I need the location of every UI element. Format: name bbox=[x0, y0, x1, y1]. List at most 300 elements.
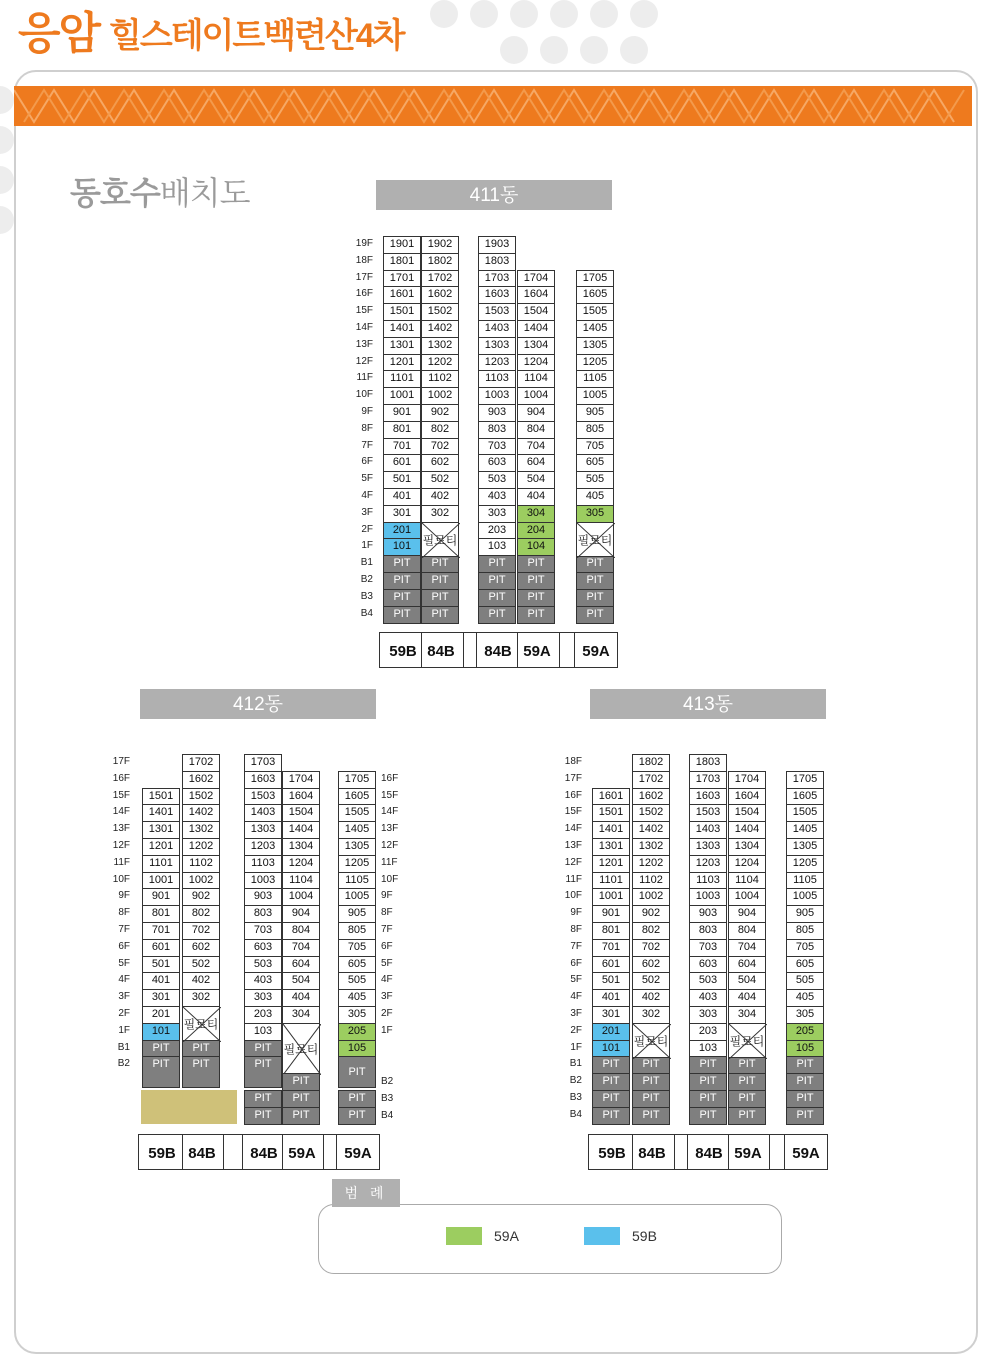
floor-label-right: 12F bbox=[381, 840, 399, 851]
unit-cell: 1404 bbox=[282, 821, 320, 839]
floor-label: 2F bbox=[570, 1025, 582, 1036]
unit-cell: 603 bbox=[478, 454, 516, 472]
floor-label: 6F bbox=[570, 958, 582, 969]
unit-cell: 305 bbox=[338, 1006, 376, 1024]
floor-label-right: 15F bbox=[381, 790, 399, 801]
unit-cell: 301 bbox=[592, 1006, 630, 1024]
pit-cell: PIT bbox=[632, 1107, 670, 1125]
pit-cell: PIT bbox=[576, 606, 614, 624]
pit-cell: PIT bbox=[517, 589, 555, 607]
floor-label: 10F bbox=[564, 890, 582, 901]
unit-cell: 1004 bbox=[282, 888, 320, 906]
floor-label-left: 14F bbox=[112, 806, 130, 817]
type-separator bbox=[336, 1135, 337, 1169]
unit-cell: 1705 bbox=[338, 771, 376, 789]
unit-cell: 1002 bbox=[421, 387, 459, 405]
unit-cell: 1402 bbox=[632, 821, 670, 839]
unit-type-label: 59B bbox=[389, 643, 417, 660]
pit-cell: PIT bbox=[632, 1090, 670, 1108]
unit-cell: 1602 bbox=[421, 286, 459, 304]
floor-label-left: 9F bbox=[118, 890, 130, 901]
pilotis-label: 필로티 bbox=[633, 1034, 669, 1048]
floor-label-right: 13F bbox=[381, 823, 399, 834]
decorative-dot bbox=[0, 166, 14, 194]
pilotis-label: 필로티 bbox=[422, 533, 458, 547]
pilotis-label: 필로티 bbox=[577, 533, 613, 547]
unit-cell: 1803 bbox=[478, 253, 516, 271]
unit-cell: 1205 bbox=[786, 855, 824, 873]
pit-cell: PIT bbox=[592, 1090, 630, 1108]
floor-label-left: 6F bbox=[118, 941, 130, 952]
pilotis-cell bbox=[576, 522, 614, 557]
unit-cell: 1003 bbox=[478, 387, 516, 405]
pilotis-cell bbox=[632, 1023, 670, 1058]
floor-label-left: 15F bbox=[112, 790, 130, 801]
unit-cell: 1202 bbox=[182, 838, 220, 856]
floor-label: 5F bbox=[570, 974, 582, 985]
unit-cell: 902 bbox=[632, 905, 670, 923]
pit-cell: PIT bbox=[576, 572, 614, 590]
legend-frame bbox=[318, 1204, 782, 1274]
unit-cell: 1303 bbox=[478, 337, 516, 355]
building-412-type-row bbox=[138, 1134, 380, 1170]
unit-cell: 1202 bbox=[421, 354, 459, 372]
unit-cell: 402 bbox=[632, 989, 670, 1007]
pit-cell: PIT bbox=[244, 1107, 282, 1125]
floor-label: 14F bbox=[564, 823, 582, 834]
floor-label-right: B4 bbox=[381, 1110, 394, 1121]
unit-cell: 1403 bbox=[244, 804, 282, 822]
unit-cell: 704 bbox=[517, 438, 555, 456]
unit-cell: 1604 bbox=[728, 788, 766, 806]
floor-label: 9F bbox=[361, 406, 373, 417]
type-separator bbox=[323, 1135, 324, 1169]
floor-label: 13F bbox=[564, 840, 582, 851]
floor-label: 17F bbox=[355, 272, 373, 283]
unit-cell: 201 bbox=[383, 522, 421, 540]
floor-label: B2 bbox=[569, 1075, 582, 1086]
unit-cell: 205 bbox=[786, 1023, 824, 1041]
unit-cell: 1502 bbox=[421, 303, 459, 321]
pit-cell: PIT bbox=[142, 1056, 180, 1088]
building-412-label: 412동 bbox=[140, 689, 376, 719]
unit-cell: 702 bbox=[182, 922, 220, 940]
unit-cell: 304 bbox=[282, 1006, 320, 1024]
type-separator bbox=[674, 1135, 675, 1169]
unit-cell: 1601 bbox=[592, 788, 630, 806]
unit-cell: 1304 bbox=[282, 838, 320, 856]
floor-label: 2F bbox=[361, 524, 373, 535]
type-separator bbox=[784, 1135, 785, 1169]
unit-cell: 1205 bbox=[338, 855, 376, 873]
unit-type-label: 84B bbox=[250, 1145, 278, 1162]
unit-cell: 704 bbox=[728, 939, 766, 957]
unit-cell: 1401 bbox=[383, 320, 421, 338]
unit-cell: 1101 bbox=[142, 855, 180, 873]
unit-cell: 103 bbox=[478, 538, 516, 556]
unit-cell: 504 bbox=[728, 972, 766, 990]
unit-cell: 504 bbox=[282, 972, 320, 990]
unit-cell: 1405 bbox=[576, 320, 614, 338]
pit-cell: PIT bbox=[244, 1056, 282, 1088]
floor-label-left: 12F bbox=[112, 840, 130, 851]
floor-label: 15F bbox=[564, 806, 582, 817]
unit-cell: 601 bbox=[383, 454, 421, 472]
pit-cell: PIT bbox=[478, 572, 516, 590]
unit-cell: 1005 bbox=[786, 888, 824, 906]
unit-cell: 404 bbox=[728, 989, 766, 1007]
decorative-dot bbox=[0, 206, 14, 234]
pit-cell: PIT bbox=[383, 572, 421, 590]
unit-cell: 1202 bbox=[632, 855, 670, 873]
unit-cell: 1403 bbox=[478, 320, 516, 338]
floor-label-left: 13F bbox=[112, 823, 130, 834]
unit-cell: 1103 bbox=[689, 872, 727, 890]
unit-cell: 1702 bbox=[182, 754, 220, 772]
unit-cell: 101 bbox=[383, 538, 421, 556]
type-separator bbox=[463, 633, 464, 667]
unit-cell: 801 bbox=[383, 421, 421, 439]
floor-label: 14F bbox=[355, 322, 373, 333]
unit-cell: 103 bbox=[689, 1040, 727, 1058]
unit-cell: 305 bbox=[786, 1006, 824, 1024]
floor-label-left: 3F bbox=[118, 991, 130, 1002]
floor-label: 16F bbox=[355, 288, 373, 299]
floor-label-right: 2F bbox=[381, 1008, 393, 1019]
unit-cell: 803 bbox=[689, 922, 727, 940]
unit-cell: 804 bbox=[728, 922, 766, 940]
unit-cell: 901 bbox=[592, 905, 630, 923]
floor-label: 1F bbox=[361, 540, 373, 551]
floor-label-left: 11F bbox=[113, 857, 130, 868]
floor-label-left: B2 bbox=[117, 1058, 130, 1069]
unit-type-label: 59B bbox=[598, 1145, 626, 1162]
unit-cell: 701 bbox=[142, 922, 180, 940]
unit-cell: 1101 bbox=[383, 370, 421, 388]
type-separator bbox=[769, 1135, 770, 1169]
unit-cell: 1304 bbox=[728, 838, 766, 856]
unit-cell: 502 bbox=[632, 972, 670, 990]
unit-cell: 505 bbox=[786, 972, 824, 990]
floor-label-right: 7F bbox=[381, 924, 393, 935]
unit-type-label: 84B bbox=[484, 643, 512, 660]
unit-cell: 1602 bbox=[632, 788, 670, 806]
unit-cell: 801 bbox=[142, 905, 180, 923]
floor-label: B1 bbox=[360, 557, 373, 568]
unit-cell: 1501 bbox=[142, 788, 180, 806]
unit-cell: 201 bbox=[592, 1023, 630, 1041]
decorative-dot bbox=[0, 126, 14, 154]
unit-cell: 101 bbox=[592, 1040, 630, 1058]
unit-cell: 1405 bbox=[338, 821, 376, 839]
unit-type-label: 59A bbox=[582, 643, 610, 660]
floor-label: 6F bbox=[361, 456, 373, 467]
unit-cell: 201 bbox=[142, 1006, 180, 1024]
pit-cell: PIT bbox=[421, 589, 459, 607]
unit-cell: 604 bbox=[282, 956, 320, 974]
unit-type-label: 59A bbox=[523, 643, 551, 660]
unit-cell: 303 bbox=[244, 989, 282, 1007]
unit-cell: 805 bbox=[576, 421, 614, 439]
unit-cell: 1203 bbox=[478, 354, 516, 372]
unit-cell: 405 bbox=[338, 989, 376, 1007]
floor-label: 18F bbox=[355, 255, 373, 266]
unit-cell: 1604 bbox=[517, 286, 555, 304]
floor-label-right: 9F bbox=[381, 890, 393, 901]
unit-cell: 1002 bbox=[182, 872, 220, 890]
unit-cell: 402 bbox=[182, 972, 220, 990]
pit-cell: PIT bbox=[728, 1056, 766, 1074]
unit-cell: 803 bbox=[478, 421, 516, 439]
unit-cell: 1104 bbox=[728, 872, 766, 890]
floor-label: 15F bbox=[355, 305, 373, 316]
unit-cell: 1102 bbox=[182, 855, 220, 873]
unit-cell: 1604 bbox=[282, 788, 320, 806]
unit-cell: 1404 bbox=[517, 320, 555, 338]
unit-cell: 1004 bbox=[517, 387, 555, 405]
pit-cell: PIT bbox=[689, 1090, 727, 1108]
pit-cell: PIT bbox=[383, 589, 421, 607]
pilotis-cell bbox=[182, 1006, 220, 1041]
unit-cell: 604 bbox=[728, 956, 766, 974]
tan-block bbox=[141, 1090, 237, 1124]
legend-title: 범 례 bbox=[332, 1179, 400, 1207]
unit-cell: 1704 bbox=[728, 771, 766, 789]
floor-label-left: 10F bbox=[112, 874, 130, 885]
floor-label-left: B1 bbox=[117, 1042, 130, 1053]
unit-cell: 203 bbox=[689, 1023, 727, 1041]
pit-cell: PIT bbox=[632, 1056, 670, 1074]
pit-cell: PIT bbox=[244, 1090, 282, 1108]
unit-cell: 805 bbox=[338, 922, 376, 940]
unit-cell: 503 bbox=[244, 956, 282, 974]
unit-cell: 403 bbox=[689, 989, 727, 1007]
unit-cell: 1603 bbox=[244, 771, 282, 789]
unit-cell: 1703 bbox=[244, 754, 282, 772]
pit-cell: PIT bbox=[517, 572, 555, 590]
unit-cell: 204 bbox=[517, 522, 555, 540]
unit-cell: 1402 bbox=[182, 804, 220, 822]
unit-cell: 504 bbox=[517, 471, 555, 489]
unit-cell: 401 bbox=[592, 989, 630, 1007]
floor-label-left: 8F bbox=[118, 907, 130, 918]
unit-cell: 1603 bbox=[478, 286, 516, 304]
unit-cell: 1504 bbox=[282, 804, 320, 822]
floor-label: B3 bbox=[360, 591, 373, 602]
unit-cell: 902 bbox=[421, 404, 459, 422]
unit-cell: 1401 bbox=[142, 804, 180, 822]
type-separator bbox=[687, 1135, 688, 1169]
pit-cell: PIT bbox=[689, 1056, 727, 1074]
unit-cell: 703 bbox=[478, 438, 516, 456]
unit-cell: 802 bbox=[632, 922, 670, 940]
brand-header bbox=[18, 2, 404, 58]
unit-cell: 1403 bbox=[689, 821, 727, 839]
unit-cell: 605 bbox=[786, 956, 824, 974]
decorative-dot bbox=[430, 0, 458, 28]
floor-label: 5F bbox=[361, 473, 373, 484]
floor-label: B4 bbox=[360, 608, 373, 619]
unit-cell: 401 bbox=[142, 972, 180, 990]
unit-cell: 1803 bbox=[689, 754, 727, 772]
unit-cell: 502 bbox=[182, 956, 220, 974]
unit-cell: 905 bbox=[786, 905, 824, 923]
pilotis-cell bbox=[728, 1023, 766, 1058]
unit-cell: 702 bbox=[421, 438, 459, 456]
unit-cell: 702 bbox=[632, 939, 670, 957]
unit-cell: 705 bbox=[576, 438, 614, 456]
unit-cell: 305 bbox=[576, 505, 614, 523]
pit-cell: PIT bbox=[182, 1040, 220, 1058]
floor-label-left: 4F bbox=[118, 974, 130, 985]
legend-label-59a: 59A bbox=[494, 1228, 519, 1244]
unit-cell: 903 bbox=[244, 888, 282, 906]
unit-type-label: 84B bbox=[638, 1145, 666, 1162]
unit-cell: 502 bbox=[421, 471, 459, 489]
unit-cell: 703 bbox=[689, 939, 727, 957]
unit-cell: 1605 bbox=[338, 788, 376, 806]
unit-cell: 1303 bbox=[244, 821, 282, 839]
unit-cell: 604 bbox=[517, 454, 555, 472]
pit-cell: PIT bbox=[338, 1056, 376, 1088]
unit-cell: 904 bbox=[282, 905, 320, 923]
unit-cell: 605 bbox=[576, 454, 614, 472]
unit-cell: 405 bbox=[576, 488, 614, 506]
unit-cell: 1603 bbox=[689, 788, 727, 806]
pit-cell: PIT bbox=[786, 1073, 824, 1091]
pit-cell: PIT bbox=[517, 606, 555, 624]
decorative-dot bbox=[500, 36, 528, 64]
floor-label-right: 16F bbox=[381, 773, 399, 784]
unit-cell: 605 bbox=[338, 956, 376, 974]
unit-cell: 1502 bbox=[632, 804, 670, 822]
unit-cell: 1204 bbox=[728, 855, 766, 873]
unit-cell: 302 bbox=[632, 1006, 670, 1024]
unit-cell: 1703 bbox=[689, 771, 727, 789]
unit-cell: 1504 bbox=[517, 303, 555, 321]
unit-cell: 602 bbox=[182, 939, 220, 957]
unit-cell: 304 bbox=[517, 505, 555, 523]
unit-cell: 1505 bbox=[338, 804, 376, 822]
unit-cell: 1201 bbox=[142, 838, 180, 856]
unit-cell: 1005 bbox=[338, 888, 376, 906]
unit-cell: 1702 bbox=[421, 270, 459, 288]
floor-label: 9F bbox=[570, 907, 582, 918]
unit-cell: 203 bbox=[244, 1006, 282, 1024]
unit-cell: 1605 bbox=[576, 286, 614, 304]
unit-cell: 1305 bbox=[786, 838, 824, 856]
unit-cell: 1501 bbox=[383, 303, 421, 321]
pit-cell: PIT bbox=[689, 1073, 727, 1091]
section-title bbox=[70, 168, 250, 214]
unit-cell: 503 bbox=[478, 471, 516, 489]
unit-cell: 302 bbox=[421, 505, 459, 523]
unit-cell: 1404 bbox=[728, 821, 766, 839]
unit-cell: 403 bbox=[244, 972, 282, 990]
unit-cell: 1501 bbox=[592, 804, 630, 822]
unit-cell: 1405 bbox=[786, 821, 824, 839]
floor-label-right: 11F bbox=[381, 857, 398, 868]
building-413-type-row bbox=[588, 1134, 828, 1170]
pit-cell: PIT bbox=[282, 1107, 320, 1125]
unit-cell: 601 bbox=[142, 939, 180, 957]
unit-cell: 1901 bbox=[383, 236, 421, 254]
unit-cell: 1203 bbox=[689, 855, 727, 873]
pit-cell: PIT bbox=[786, 1107, 824, 1125]
decorative-dot bbox=[550, 0, 578, 28]
floor-label: 7F bbox=[361, 440, 373, 451]
unit-type-label: 84B bbox=[188, 1145, 216, 1162]
decorative-dot bbox=[590, 0, 618, 28]
unit-cell: 1305 bbox=[576, 337, 614, 355]
legend-swatch-59b bbox=[584, 1227, 620, 1245]
unit-cell: 1001 bbox=[142, 872, 180, 890]
pit-cell: PIT bbox=[338, 1090, 376, 1108]
floor-label: 18F bbox=[564, 756, 582, 767]
pit-cell: PIT bbox=[478, 606, 516, 624]
unit-cell: 1205 bbox=[576, 354, 614, 372]
pit-cell: PIT bbox=[478, 555, 516, 573]
unit-cell: 602 bbox=[421, 454, 459, 472]
orange-pattern-banner bbox=[14, 86, 972, 126]
unit-cell: 501 bbox=[142, 956, 180, 974]
unit-cell: 304 bbox=[728, 1006, 766, 1024]
pilotis-label: 필로티 bbox=[729, 1034, 765, 1048]
unit-cell: 705 bbox=[338, 939, 376, 957]
unit-cell: 904 bbox=[728, 905, 766, 923]
unit-cell: 902 bbox=[182, 888, 220, 906]
unit-cell: 301 bbox=[383, 505, 421, 523]
pit-cell: PIT bbox=[421, 555, 459, 573]
unit-cell: 303 bbox=[689, 1006, 727, 1024]
unit-cell: 1504 bbox=[728, 804, 766, 822]
unit-cell: 1703 bbox=[478, 270, 516, 288]
legend-label-59b: 59B bbox=[632, 1228, 657, 1244]
unit-cell: 1701 bbox=[383, 270, 421, 288]
unit-cell: 804 bbox=[282, 922, 320, 940]
unit-cell: 1401 bbox=[592, 821, 630, 839]
unit-cell: 1004 bbox=[728, 888, 766, 906]
unit-cell: 105 bbox=[338, 1040, 376, 1058]
unit-cell: 302 bbox=[182, 989, 220, 1007]
floor-label-right: 4F bbox=[381, 974, 393, 985]
unit-cell: 1102 bbox=[632, 872, 670, 890]
floor-label: 12F bbox=[564, 857, 582, 868]
unit-cell: 503 bbox=[689, 972, 727, 990]
type-separator bbox=[242, 1135, 243, 1169]
floor-label-right: 5F bbox=[381, 958, 393, 969]
unit-cell: 803 bbox=[244, 905, 282, 923]
pit-cell: PIT bbox=[786, 1056, 824, 1074]
pit-cell: PIT bbox=[142, 1040, 180, 1058]
unit-type-label: 84B bbox=[695, 1145, 723, 1162]
unit-cell: 1503 bbox=[478, 303, 516, 321]
building-411-type-row bbox=[379, 632, 618, 668]
pit-cell: PIT bbox=[282, 1073, 320, 1091]
floor-label-right: 10F bbox=[381, 874, 399, 885]
unit-cell: 1104 bbox=[282, 872, 320, 890]
floor-label: B4 bbox=[569, 1109, 582, 1120]
floor-label: 4F bbox=[361, 490, 373, 501]
floor-label: 13F bbox=[355, 339, 373, 350]
unit-cell: 505 bbox=[576, 471, 614, 489]
floor-label: 11F bbox=[565, 874, 582, 885]
pilotis-cell bbox=[282, 1023, 320, 1074]
unit-cell: 404 bbox=[282, 989, 320, 1007]
type-separator bbox=[559, 633, 560, 667]
unit-type-label: 59A bbox=[792, 1145, 820, 1162]
unit-cell: 1301 bbox=[383, 337, 421, 355]
